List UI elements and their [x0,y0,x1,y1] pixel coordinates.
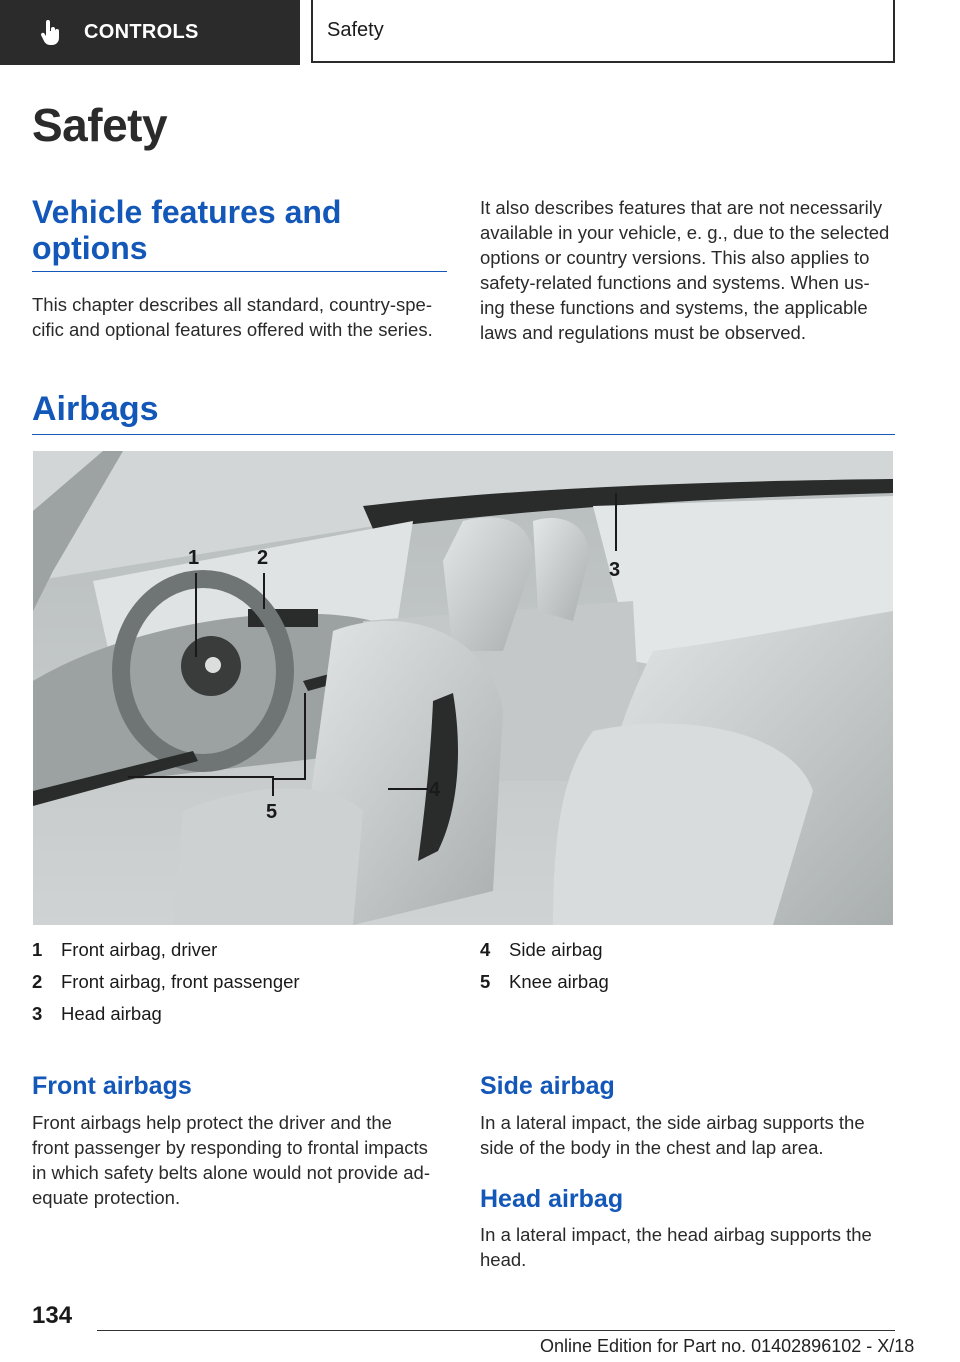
chapter-tab[interactable] [0,0,300,65]
text-line: head. [480,1249,527,1270]
text-line: In a lateral impact, the head airbag supports the [480,1224,872,1245]
side-airbag-paragraph [480,1110,900,1160]
heading-line: Vehicle features and [32,194,342,230]
text-line: equate protection. [32,1187,181,1208]
legend-left [32,938,300,1026]
airbags-heading: Airbags [32,390,159,428]
legend-item [480,938,609,962]
legend-item [480,970,609,994]
front-airbags-heading: Front airbags [32,1072,192,1100]
legend-text: Knee airbag [509,971,609,992]
section-tab[interactable] [311,0,895,63]
front-airbags-paragraph [32,1110,452,1210]
callout-number: 5 [266,801,278,823]
footer-divider [97,1330,895,1331]
callout-number: 2 [257,547,269,569]
vehicle-features-paragraph-left [32,292,450,342]
legend-number: 3 [32,1003,43,1024]
text-line: laws and regulations must be observed. [480,322,806,343]
section-divider [32,434,895,435]
side-airbag-heading: Side airbag [480,1072,615,1100]
hand-pointer-icon [40,20,62,46]
legend-text: Front airbag, driver [61,939,218,960]
text-line: In a lateral impact, the side airbag supports the [480,1112,865,1133]
legend-number: 1 [32,939,43,960]
text-line: options or country versions. This also applies to [480,247,870,268]
chapter-tab-label: CONTROLS [84,21,199,43]
legend-number: 2 [32,971,43,992]
text-line: This chapter describes all standard, country-spe- [32,294,432,315]
text-line: front passenger by responding to frontal impacts [32,1137,428,1158]
section-tab-label: Safety [327,19,384,41]
callout-number: 1 [188,547,200,569]
page-number: 134 [32,1302,73,1329]
vehicle-features-paragraph-right [480,195,900,345]
legend-number: 4 [480,939,491,960]
legend-text: Side airbag [509,939,603,960]
page-title: Safety [32,99,168,151]
head-airbag-heading: Head airbag [480,1185,624,1213]
text-line: available in your vehicle, e. g., due to the selected [480,222,890,243]
legend-item [32,938,300,962]
edition-note: Online Edition for Part no. 01402896102 - X/18 [540,1336,915,1356]
section-divider [32,271,447,272]
text-line: ing these functions and systems, the applicable [480,297,868,318]
legend-item [32,970,300,994]
text-line: in which safety belts alone would not provide ad- [32,1162,430,1183]
callout-number: 4 [429,779,441,801]
car-interior-illustration [33,451,893,925]
text-line: cific and optional features offered with the series. [32,319,433,340]
legend-right [480,938,609,994]
text-line: safety-related functions and systems. When us- [480,272,870,293]
vehicle-features-heading [32,194,452,266]
legend-number: 5 [480,971,491,992]
head-airbag-paragraph [480,1222,900,1272]
heading-line: options [32,230,148,266]
text-line: It also describes features that are not necessarily [480,197,883,218]
text-line: side of the body in the chest and lap area. [480,1137,824,1158]
legend-item [32,1002,300,1026]
legend-text: Front airbag, front passenger [61,971,300,992]
callout-number: 3 [609,559,621,581]
text-line: Front airbags help protect the driver and the [32,1112,392,1133]
legend-text: Head airbag [61,1003,162,1024]
